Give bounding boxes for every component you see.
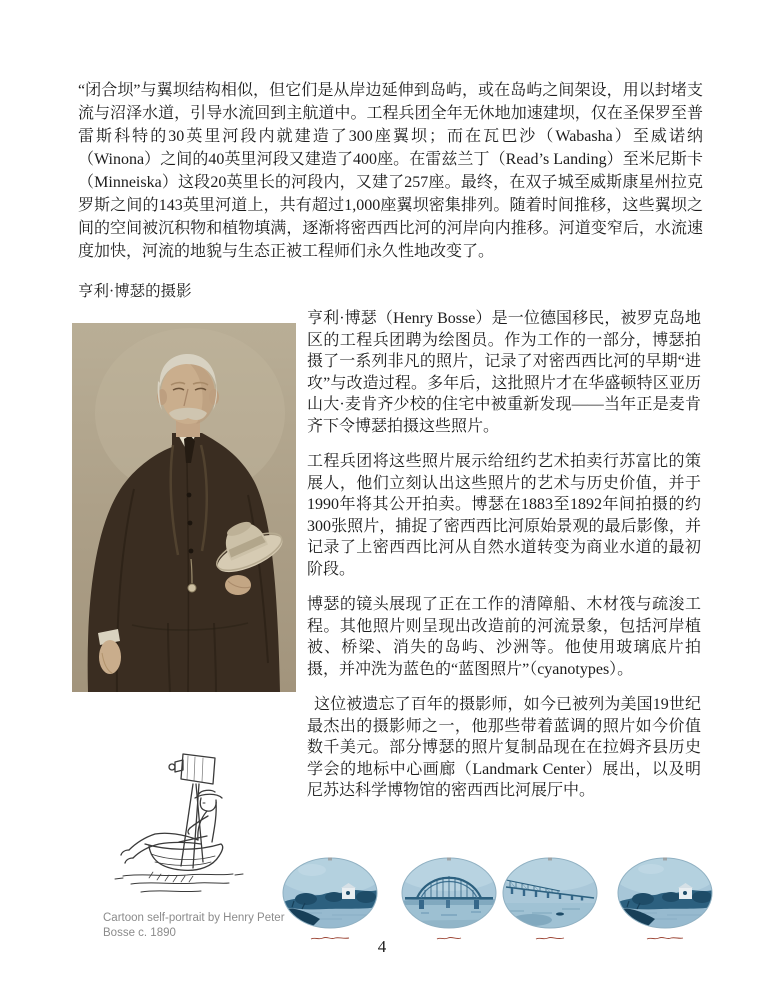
cyanotype-riverbank-2	[617, 857, 713, 945]
cyanotype-truss-bridge-image	[502, 857, 598, 931]
page-number: 4	[377, 937, 387, 956]
portrait-photo	[72, 323, 296, 692]
intro-paragraph: “闭合坝”与翼坝结构相似，但它们是从岸边延伸到岛屿，或在岛屿之间架设，用以封堵支流与沼泽水道，引导水流回到主航道中。工程兵团全年无休地加速建坝，仅在圣保罗至普雷斯科特的30英里河段内就建造了300座翼坝；而在瓦巴沙（Wabasha）至威诺纳（Winona）之间的40英里河段又建造了400座。在雷兹兰丁（Read’s Landing）至米尼斯卡（Minneiska）这段20英里长的河段内，又建了257座。最终，在双子城至威斯康星州拉克罗斯之间的143英里河道上，共有超过1,000座翼坝密集排列。随着时间推移，这些翼坝之间的空间被沉积物和植物填满，逐渐将密西西比河的河岸向内推移。河道变窄后，水流速度加快，河流的地貌与生态正被工程师们永久性地改变了。	[78, 82, 703, 260]
cartoon-caption: Cartoon self-portrait by Henry Peter Bosse c. 1890	[103, 912, 285, 939]
cyanotype-riverbank-image	[282, 857, 378, 931]
article-paragraph-3: 博瑟的镜头展现了正在工作的清障船、木材筏与疏浚工程。其他照片则呈现出改造前的河流景象，包括河岸植被、桥梁、消失的岛屿、沙洲等。他使用玻璃底片拍摄，并冲洗为蓝色的“蓝图照片”（cyanotypes）。	[307, 596, 701, 678]
article-paragraph-4: 这位被遗忘了百年的摄影师，如今已被列为美国19世纪最杰出的摄影师之一，他那些带着蓝调的照片如今价值数千美元。部分博瑟的照片复制品现在在拉姆齐县历史学会的地标中心画廊（Landmark Center）展出，以及明尼苏达科学博物馆的密西西比河展厅中。	[307, 696, 701, 799]
cartoon-drawing	[95, 746, 263, 910]
article-paragraph-2: 工程兵团将这些照片展示给纽约艺术拍卖行苏富比的策展人，他们立刻认出这些照片的艺术与历史价值，并于1990年将其公开拍卖。博瑟在1883至1892年间拍摄的约300张照片，捕捉了密西西比河原始景观的最后影像，并记录了上密西西比河从自然水道转变为商业水道的最初阶段。	[307, 453, 701, 578]
article-column	[307, 308, 701, 816]
portrait-photo-illustration	[72, 323, 296, 692]
cyanotype-arch-bridge	[401, 857, 497, 945]
cyanotype-riverbank-1	[282, 857, 378, 945]
cyanotype-arch-bridge-image	[401, 857, 497, 931]
cartoon-self-portrait	[95, 746, 263, 910]
article-paragraph-1: 亨利·博瑟（Henry Bosse）是一位德国移民，被罗克岛地区的工程兵团聘为绘图员。作为工作的一部分，博瑟拍摄了一系列非凡的照片，记录了对密西西比河的早期“进攻”与改造过程。多年后，这批照片才在华盛顿特区亚历山大·麦肯齐少校的住宅中被重新发现——当年正是麦肯齐下令博瑟拍摄这些照片。	[307, 310, 701, 435]
section-heading: 亨利·博瑟的摄影	[78, 283, 192, 300]
cyanotype-truss-bridge	[502, 857, 598, 945]
cyanotype-riverbank-image-2	[617, 857, 713, 931]
